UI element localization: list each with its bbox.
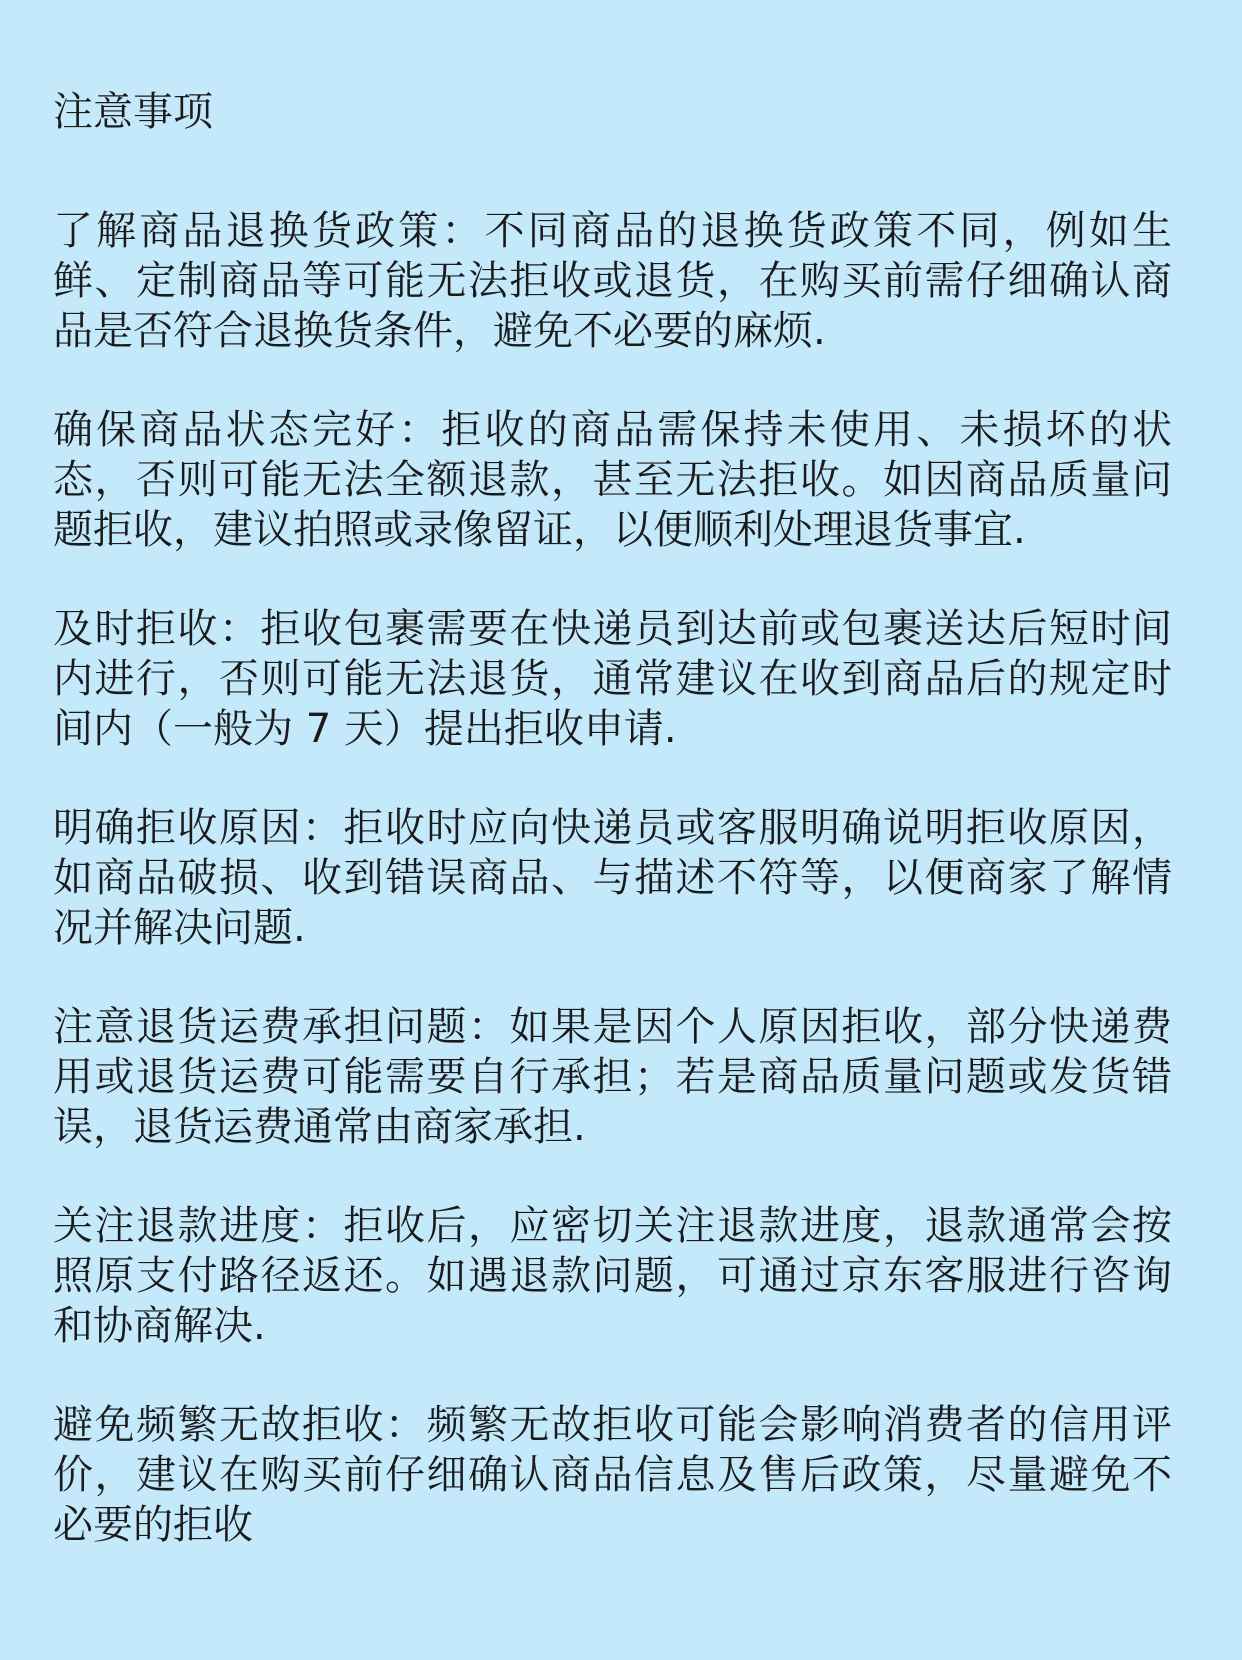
section-refund-progress: 关注退款进度：拒收后，应密切关注退款进度，退款通常会按照原支付路径返还。如遇退款问题，可通过京东客服进行咨询和协商解决.	[53, 1203, 1172, 1349]
section-avoid-rejection: 避免频繁无故拒收：频繁无故拒收可能会影响消费者的信用评价，建议在购买前仔细确认商品信息及售后政策，尽量避免不必要的拒收	[53, 1402, 1172, 1548]
section-product-condition: 确保商品状态完好：拒收的商品需保持未使用、未损坏的状态，否则可能无法全额退款，甚至无法拒收。如因商品质量问题拒收，建议拍照或录像留证，以便顺利处理退货事宜.	[53, 407, 1172, 553]
section-rejection-reason: 明确拒收原因：拒收时应向快递员或客服明确说明拒收原因，如商品破损、收到错误商品、与描述不符等，以便商家了解情况并解决问题.	[53, 805, 1172, 951]
page-title: 注意事项	[53, 89, 213, 135]
section-return-policy: 了解商品退换货政策：不同商品的退换货政策不同，例如生鲜、定制商品等可能无法拒收或退货，在购买前需仔细确认商品是否符合退换货条件，避免不必要的麻烦.	[53, 208, 1172, 354]
section-timely-rejection: 及时拒收：拒收包裹需要在快递员到达前或包裹送达后短时间内进行，否则可能无法退货，通常建议在收到商品后的规定时间内（一般为 7 天）提出拒收申请.	[53, 606, 1172, 752]
section-return-shipping: 注意退货运费承担问题：如果是因个人原因拒收，部分快递费用或退货运费可能需要自行承担；若是商品质量问题或发货错误，退货运费通常由商家承担.	[53, 1004, 1172, 1150]
